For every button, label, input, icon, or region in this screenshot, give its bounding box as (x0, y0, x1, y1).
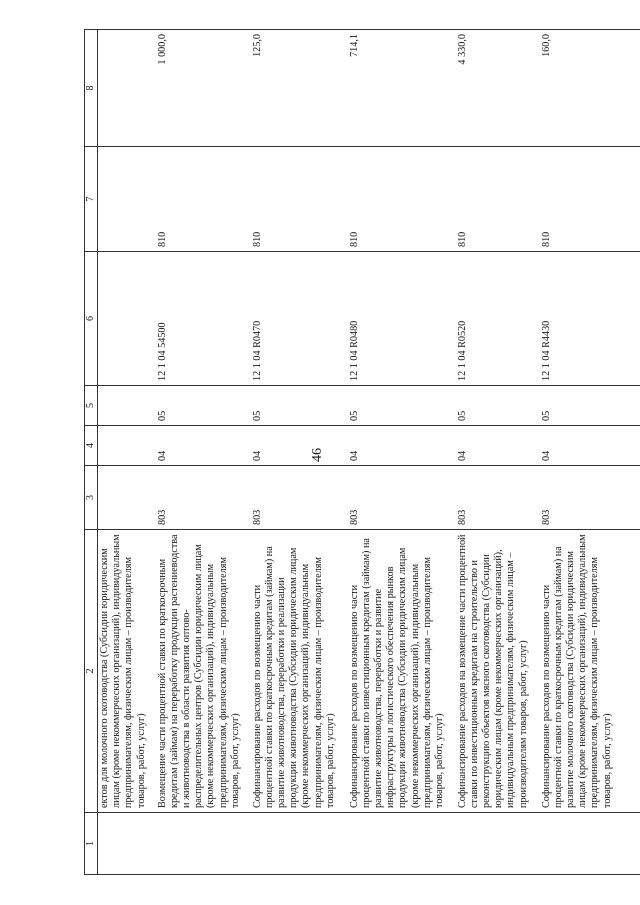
table-row (251, 30, 348, 875)
target-article-cell: 12 1 04 54500 (156, 252, 251, 386)
section-code-cell: 04 (251, 426, 348, 466)
target-article-cell: 12 1 04 R0520 (456, 252, 540, 386)
sum-cell: 125,0 (251, 30, 348, 147)
target-article-cell: 12 1 04 R0480 (348, 252, 456, 386)
expense-name-cell: Софинансирование расходов по возмещению части процентной ставки по краткосрочным кредитам (займам) на развитие молочного скотоводства (Субсидии юридическим лицам (кроме некоммерческих организаций), индивидуальным предпринимателям, физическим лицам – производителям товаров, работ, услуг) (540, 530, 640, 813)
table-row (156, 30, 251, 875)
expense-type-cell (98, 147, 156, 252)
subsection-code-cell: 05 (348, 386, 456, 426)
expense-name-cell: Софинансирование расходов по возмещению части процентной ставки по краткосрочным кредитам (займам) на развитие животноводства, переработки и реализации продукции животноводства (Субсидии юридическим лицам (кроме некоммерческих организаций), индивидуальным предпринимателям, физическим лицам – производителям товаров, работ, услуг) (251, 530, 348, 813)
expense-type-cell: 810 (348, 147, 456, 252)
column-header: 2 (85, 530, 98, 813)
row-number-cell (251, 813, 348, 875)
column-header: 7 (85, 147, 98, 252)
subsection-code-cell: 05 (156, 386, 251, 426)
expense-type-cell: 810 (540, 147, 640, 252)
expense-name-cell: Софинансирование расходов по возмещению части процентной ставки по инвестиционным кредитам (займам) на развитие животноводства, переработки и развитие инфраструктуры и логистического обеспечения рынков продукции животноводства (Субсидии юридическим лицам (кроме некоммерческих организаций), индивидуальным предпринимателям, физическим лицам – производителям товаров, работ, услуг) (348, 530, 456, 813)
section-code-cell: 04 (540, 426, 640, 466)
column-header: 4 (85, 426, 98, 466)
column-header: 1 (85, 813, 98, 875)
sum-cell (98, 30, 156, 147)
expense-name-cell: ектов для молочного скотоводства (Субсидии юридическим лицам (кроме некоммерческих организаций), индивидуальным предпринимателям, физическим лицам – производителям товаров, работ, услуг) (98, 530, 156, 813)
ministry-code-cell: 803 (348, 466, 456, 530)
ministry-code-cell: 803 (156, 466, 251, 530)
subsection-code-cell: 05 (251, 386, 348, 426)
sum-cell: 160,0 (540, 30, 640, 147)
table-row (540, 30, 640, 875)
expense-type-cell: 810 (456, 147, 540, 252)
section-code-cell: 04 (456, 426, 540, 466)
expense-name-cell: Возмещение части процентной ставки по краткосрочным кредитам (займам) на переработку продукции растениеводства и животноводства в области развития оптово-распределительных центров (Субсидии юридическим лицам (кроме некоммерческих организаций), индивидуальным предпринимателям, физическим лицам – производителям товаров, работ, услуг) (156, 530, 251, 813)
sum-cell: 1 000,0 (156, 30, 251, 147)
header-row (85, 30, 98, 875)
subsection-code-cell (98, 386, 156, 426)
target-article-cell (98, 252, 156, 386)
ministry-code-cell: 803 (251, 466, 348, 530)
row-number-cell (540, 813, 640, 875)
sum-cell: 714,1 (348, 30, 456, 147)
row-number-cell (348, 813, 456, 875)
ministry-code-cell: 803 (456, 466, 540, 530)
section-code-cell: 04 (348, 426, 456, 466)
row-number-cell (456, 813, 540, 875)
expense-name-cell: Софинансирование расходов на возмещение части процентной ставки по инвестиционным кредитам на строительство и реконструкцию объектов мясного скотоводства (Субсидии юридическим лицам (кроме некоммерческих организаций), индивидуальным предпринимателям, физическим лицам – производителям товаров, работ, услуг) (456, 530, 540, 813)
subsection-code-cell: 05 (456, 386, 540, 426)
expense-type-cell: 810 (156, 147, 251, 252)
page-number: 46 (310, 448, 325, 462)
ministry-code-cell: 803 (540, 466, 640, 530)
target-article-cell: 12 1 04 R4430 (540, 252, 640, 386)
expense-type-cell: 810 (251, 147, 348, 252)
column-header: 8 (85, 30, 98, 147)
row-number-cell (98, 813, 156, 875)
column-header: 5 (85, 386, 98, 426)
section-code-cell: 04 (156, 426, 251, 466)
target-article-cell: 12 1 04 R0470 (251, 252, 348, 386)
section-code-cell (98, 426, 156, 466)
table-row (348, 30, 456, 875)
column-header: 3 (85, 466, 98, 530)
table-row (456, 30, 540, 875)
column-header: 6 (85, 252, 98, 386)
rotated-table-container (84, 30, 640, 875)
sum-cell: 4 330,0 (456, 30, 540, 147)
subsection-code-cell: 05 (540, 386, 640, 426)
table-row (98, 30, 156, 875)
row-number-cell (156, 813, 251, 875)
budget-table (84, 29, 640, 875)
ministry-code-cell (98, 466, 156, 530)
